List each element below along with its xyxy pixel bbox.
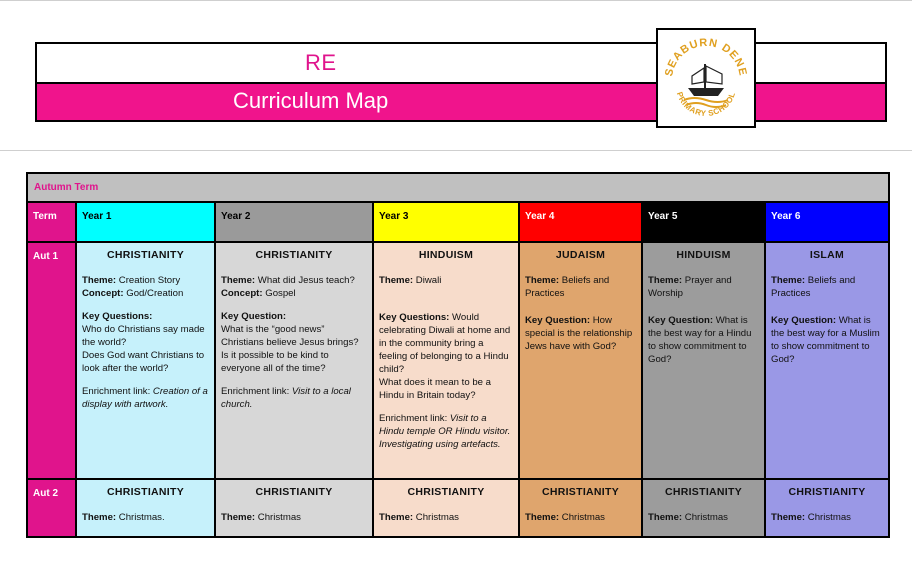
aut2-year5-cell: [643, 480, 764, 536]
religion-title: CHRISTIANITY: [788, 486, 866, 498]
svg-text:PRIMARY SCHOOL: PRIMARY SCHOOL: [674, 90, 738, 119]
religion-title: CHRISTIANITY: [106, 249, 185, 261]
enrichment-line: Enrichment link: Visit to a local church.: [221, 386, 351, 410]
key-question-text: Key Question: What is the best way for a Hindu to show commitment to God?: [648, 315, 752, 365]
year-1-header: Year 1: [77, 203, 214, 241]
religion-title: CHRISTIANITY: [664, 486, 743, 498]
enrichment-line: Enrichment link: Visit to a Hindu temple OR Hindu visitor. Investigating using artefacts.: [379, 413, 511, 450]
mid-divider: [0, 150, 912, 151]
aut1-year5-cell: [643, 243, 764, 478]
aut1-year2-cell: [216, 243, 372, 478]
term-header: Term: [28, 203, 75, 241]
theme-line: Theme: Christmas.: [82, 512, 165, 523]
concept-line: Concept: God/Creation: [82, 288, 184, 299]
subject-title: RE: [305, 50, 337, 75]
section-title: Autumn Term: [28, 174, 888, 201]
theme-line: Theme: Prayer and Worship: [648, 275, 732, 299]
aut2-year4-cell: [520, 480, 641, 536]
key-question-text: Key Question: How special is the relationship Jews have with God?: [525, 315, 633, 352]
aut2-year1-cell: [77, 480, 214, 536]
key-questions-label: Key Questions:: [82, 311, 153, 322]
year-4-header: Year 4: [520, 203, 641, 241]
key-questions-text: Key Questions: Would celebrating Diwali at home and in the community bring a feeling of belonging to a Hindu child? What does it mean to be a Hindu in Britain today?: [379, 312, 511, 401]
theme-line: Theme: Christmas: [525, 512, 605, 523]
religion-title: CHRISTIANITY: [407, 486, 485, 498]
theme-line: Theme: Christmas: [221, 512, 301, 523]
aut2-year6-cell: [766, 480, 888, 536]
theme-line: Theme: What did Jesus teach?: [221, 275, 355, 286]
year-3-header: Year 3: [374, 203, 518, 241]
aut1-year3-cell: [374, 243, 518, 478]
year-2-header: Year 2: [216, 203, 372, 241]
top-divider: [0, 0, 912, 1]
key-question-text: Key Question: What is the best way for a Muslim to show commitment to God?: [771, 315, 880, 365]
religion-title: ISLAM: [809, 249, 845, 261]
religion-title: JUDAISM: [555, 249, 606, 261]
header-subject-bar: [37, 44, 885, 84]
religion-title: HINDUISM: [676, 249, 731, 261]
header-title-bar: [37, 84, 885, 120]
header-banner: [35, 42, 887, 122]
theme-line: Theme: Diwali: [379, 275, 442, 286]
aut1-year6-cell: [766, 243, 888, 478]
aut1-year4-cell: [520, 243, 641, 478]
concept-line: Concept: Gospel: [221, 288, 296, 299]
theme-line: Theme: Christmas: [648, 512, 728, 523]
theme-line: Theme: Christmas: [379, 512, 459, 523]
theme-line: Theme: Beliefs and Practices: [525, 275, 610, 299]
svg-text:SEABURN DENE: SEABURN DENE: [663, 36, 749, 78]
aut2-year3-cell: [374, 480, 518, 536]
theme-line: Theme: Christmas: [771, 512, 851, 523]
key-questions-text: What is the “good news” Christians believe Jesus brings? Is it possible to be kind to everyone all of the time?: [221, 324, 359, 374]
key-questions-text: Who do Christians say made the world? Does God want Christians to look after the world?: [82, 324, 205, 374]
term-aut1: Aut 1: [28, 243, 75, 478]
school-logo: [656, 28, 756, 128]
year-5-header: Year 5: [643, 203, 764, 241]
religion-title: CHRISTIANITY: [255, 249, 333, 261]
key-questions-label: Key Question:: [221, 311, 287, 322]
page-title: Curriculum Map: [233, 88, 389, 113]
curriculum-table: [26, 172, 890, 538]
religion-title: CHRISTIANITY: [255, 486, 333, 498]
year-6-header: Year 6: [766, 203, 888, 241]
aut2-year2-cell: [216, 480, 372, 536]
religion-title: CHRISTIANITY: [106, 486, 185, 498]
religion-title: HINDUISM: [418, 249, 474, 261]
enrichment-line: Enrichment link: Creation of a display with artwork.: [82, 386, 208, 410]
term-aut2: Aut 2: [28, 480, 75, 536]
aut1-year1-cell: [77, 243, 214, 478]
theme-line: Theme: Creation Story: [82, 275, 181, 286]
theme-line: Theme: Beliefs and Practices: [771, 275, 856, 299]
religion-title: CHRISTIANITY: [541, 486, 620, 498]
school-crest-icon: [658, 30, 754, 126]
